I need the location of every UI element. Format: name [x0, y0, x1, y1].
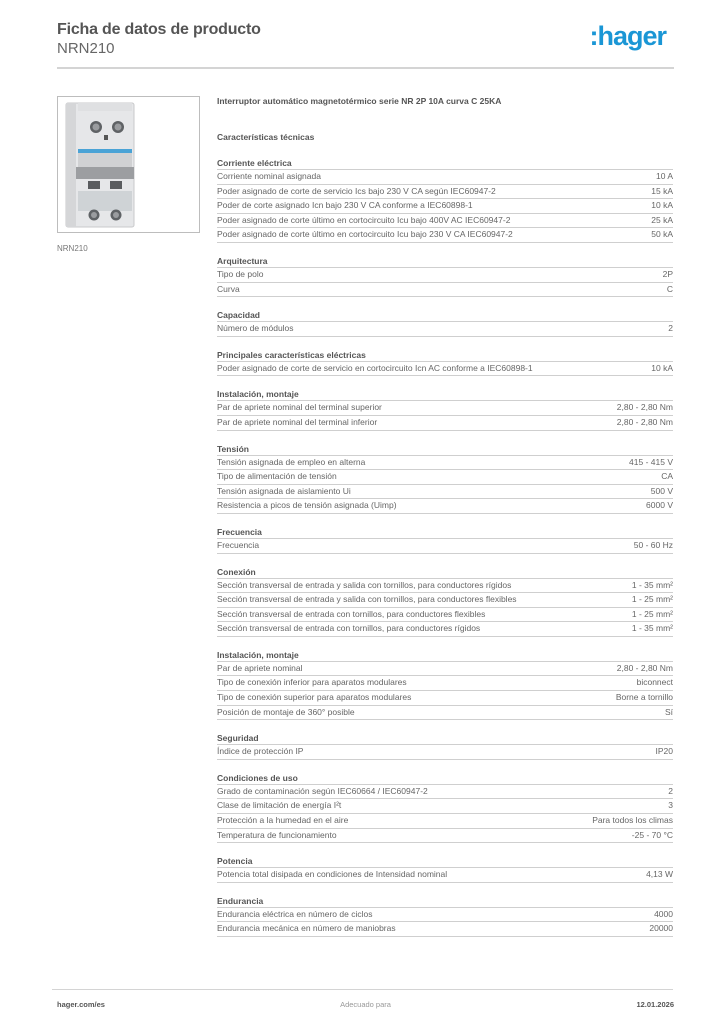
section-title: Instalación, montaje	[217, 388, 673, 401]
section-title: Frecuencia	[217, 526, 673, 539]
spec-value: 25 kA	[651, 214, 673, 225]
spec-row	[217, 214, 673, 229]
spec-value: 500 V	[650, 485, 673, 496]
spec-row	[217, 401, 673, 416]
spec-row	[217, 829, 673, 844]
spec-value: 50 kA	[651, 229, 673, 240]
spec-label: Poder asignado de corte de servicio Ics bajo 230 V CA según IEC60947-2	[217, 185, 496, 196]
spec-label: Sección transversal de entrada con tornillos, para conductores rígidos	[217, 623, 481, 634]
spec-row	[217, 499, 673, 514]
spec-value: 415 - 415 V	[629, 456, 673, 467]
spec-value: 2,80 - 2,80 Nm	[616, 662, 673, 673]
spec-label: Frecuencia	[217, 539, 260, 550]
spec-section	[217, 772, 673, 843]
spec-row	[217, 745, 673, 760]
spec-value: 10 kA	[651, 200, 673, 211]
spec-section	[217, 649, 673, 720]
footer-suitable-for: Adecuado para	[340, 1000, 391, 1009]
spec-label: Par de apriete nominal del terminal inferior	[217, 416, 378, 427]
header-divider	[57, 67, 674, 69]
spec-label: Índice de protección IP	[217, 746, 304, 757]
spec-row	[217, 691, 673, 706]
circuit-breaker-image-icon	[64, 101, 138, 229]
spec-value: 2P	[662, 268, 673, 279]
spec-label: Grado de contaminación según IEC60664 / IEC60947-2	[217, 785, 428, 796]
spec-row	[217, 706, 673, 721]
spec-label: Resistencia a picos de tensión asignada (Uimp)	[217, 500, 397, 511]
section-title: Conexión	[217, 566, 673, 579]
spec-label: Tipo de conexión inferior para aparatos modulares	[217, 677, 407, 688]
spec-value: 20000	[649, 923, 673, 934]
spec-value: 10 kA	[651, 362, 673, 373]
spec-row	[217, 199, 673, 214]
spec-value: 4000	[654, 908, 673, 919]
section-title: Condiciones de uso	[217, 772, 673, 785]
spec-value: -25 - 70 °C	[631, 829, 673, 840]
spec-value: 4,13 W	[646, 869, 673, 880]
footer-divider	[52, 989, 673, 990]
spec-sections	[217, 157, 673, 937]
spec-label: Endurancia mecánica en número de maniobras	[217, 923, 396, 934]
spec-row	[217, 799, 673, 814]
product-code: NRN210	[57, 40, 115, 57]
spec-row	[217, 608, 673, 623]
spec-value: 1 - 25 mm²	[631, 608, 673, 619]
spec-section	[217, 526, 673, 554]
spec-value: 2,80 - 2,80 Nm	[616, 402, 673, 413]
product-description: Interruptor automático magnetotérmico serie NR 2P 10A curva C 25KA	[217, 96, 502, 106]
spec-value: C	[666, 283, 673, 294]
spec-label: Protección a la humedad en el aire	[217, 815, 349, 826]
spec-row	[217, 676, 673, 691]
spec-value: 2	[668, 323, 673, 334]
spec-row	[217, 456, 673, 471]
spec-value: 1 - 35 mm²	[631, 579, 673, 590]
section-title: Principales características eléctricas	[217, 349, 673, 362]
spec-value: Borne a tornillo	[615, 692, 673, 703]
spec-row	[217, 593, 673, 608]
spec-row	[217, 579, 673, 594]
technical-characteristics-title: Características técnicas	[217, 132, 315, 142]
spec-label: Posición de montaje de 360° posible	[217, 706, 355, 717]
spec-value: 3	[668, 800, 673, 811]
spec-value: CA	[661, 471, 673, 482]
spec-label: Tensión asignada de aislamiento Ui	[217, 485, 351, 496]
spec-label: Número de módulos	[217, 323, 294, 334]
spec-row	[217, 416, 673, 431]
product-image	[57, 96, 200, 233]
spec-row	[217, 539, 673, 554]
spec-label: Poder asignado de corte de servicio en cortocircuito Icn AC conforme a IEC60898-1	[217, 362, 533, 373]
spec-label: Corriente nominal asignada	[217, 171, 321, 181]
spec-section	[217, 255, 673, 297]
spec-label: Curva	[217, 283, 240, 294]
footer-website-link[interactable]: hager.com/es	[57, 1000, 105, 1009]
spec-label: Tensión asignada de empleo en alterna	[217, 456, 366, 467]
page-header	[57, 20, 674, 58]
spec-section	[217, 157, 673, 243]
spec-section	[217, 349, 673, 377]
spec-label: Par de apriete nominal del terminal superior	[217, 402, 382, 413]
spec-value: 10 A	[655, 171, 673, 181]
spec-row	[217, 170, 673, 185]
hager-logo: :hager	[589, 21, 666, 51]
spec-section	[217, 855, 673, 883]
spec-row	[217, 662, 673, 677]
spec-row	[217, 362, 673, 377]
spec-row	[217, 470, 673, 485]
spec-value: 2	[668, 785, 673, 796]
spec-row	[217, 922, 673, 937]
spec-row	[217, 283, 673, 298]
spec-row	[217, 908, 673, 923]
spec-section	[217, 895, 673, 937]
spec-value: Sí	[664, 706, 673, 717]
spec-label: Sección transversal de entrada y salida con tornillos, para conductores flexibles	[217, 594, 517, 605]
spec-value: Para todos los climas	[592, 815, 673, 826]
spec-section	[217, 388, 673, 430]
spec-label: Potencia total disipada en condiciones de Intensidad nominal	[217, 869, 448, 880]
spec-label: Sección transversal de entrada con tornillos, para conductores flexibles	[217, 608, 486, 619]
spec-row	[217, 622, 673, 637]
spec-value: 1 - 35 mm²	[631, 623, 673, 634]
spec-label: Clase de limitación de energía I²t	[217, 800, 342, 811]
image-caption: NRN210	[57, 244, 88, 253]
footer-date: 12.01.2026	[636, 1000, 674, 1009]
datasheet-content	[217, 95, 673, 937]
section-title: Corriente eléctrica	[217, 157, 673, 170]
spec-value: 15 kA	[651, 185, 673, 196]
spec-label: Tipo de polo	[217, 268, 264, 279]
spec-label: Poder asignado de corte último en cortocircuito Icu bajo 400V AC IEC60947-2	[217, 214, 511, 225]
spec-section	[217, 566, 673, 637]
spec-label: Poder asignado de corte último en cortocircuito Icu bajo 230 V CA IEC60947-2	[217, 229, 513, 240]
spec-row	[217, 268, 673, 283]
spec-row	[217, 185, 673, 200]
page-title: Ficha de datos de producto	[57, 21, 261, 38]
spec-row	[217, 868, 673, 883]
spec-value: 2,80 - 2,80 Nm	[616, 416, 673, 427]
spec-row	[217, 485, 673, 500]
section-title: Potencia	[217, 855, 673, 868]
spec-value: biconnect	[636, 677, 673, 688]
spec-row	[217, 814, 673, 829]
spec-label: Par de apriete nominal	[217, 662, 303, 673]
spec-section	[217, 732, 673, 760]
section-title: Arquitectura	[217, 255, 673, 268]
spec-value: 6000 V	[646, 500, 673, 511]
spec-value: 1 - 25 mm²	[631, 594, 673, 605]
spec-row	[217, 785, 673, 800]
spec-value: IP20	[655, 746, 673, 757]
section-title: Endurancia	[217, 895, 673, 908]
spec-section	[217, 309, 673, 337]
section-title: Instalación, montaje	[217, 649, 673, 662]
spec-row	[217, 228, 673, 243]
spec-label: Poder de corte asignado Icn bajo 230 V CA conforme a IEC60898-1	[217, 200, 473, 211]
section-title: Seguridad	[217, 732, 673, 745]
spec-row	[217, 322, 673, 337]
section-title: Tensión	[217, 443, 673, 456]
spec-label: Sección transversal de entrada y salida con tornillos, para conductores rígidos	[217, 579, 512, 590]
spec-label: Tipo de alimentación de tensión	[217, 471, 337, 482]
spec-section	[217, 443, 673, 514]
spec-label: Endurancia eléctrica en número de ciclos	[217, 908, 373, 919]
spec-label: Temperatura de funcionamiento	[217, 829, 337, 840]
spec-label: Tipo de conexión superior para aparatos modulares	[217, 692, 412, 703]
spec-value: 50 - 60 Hz	[633, 539, 673, 550]
section-title: Capacidad	[217, 309, 673, 322]
